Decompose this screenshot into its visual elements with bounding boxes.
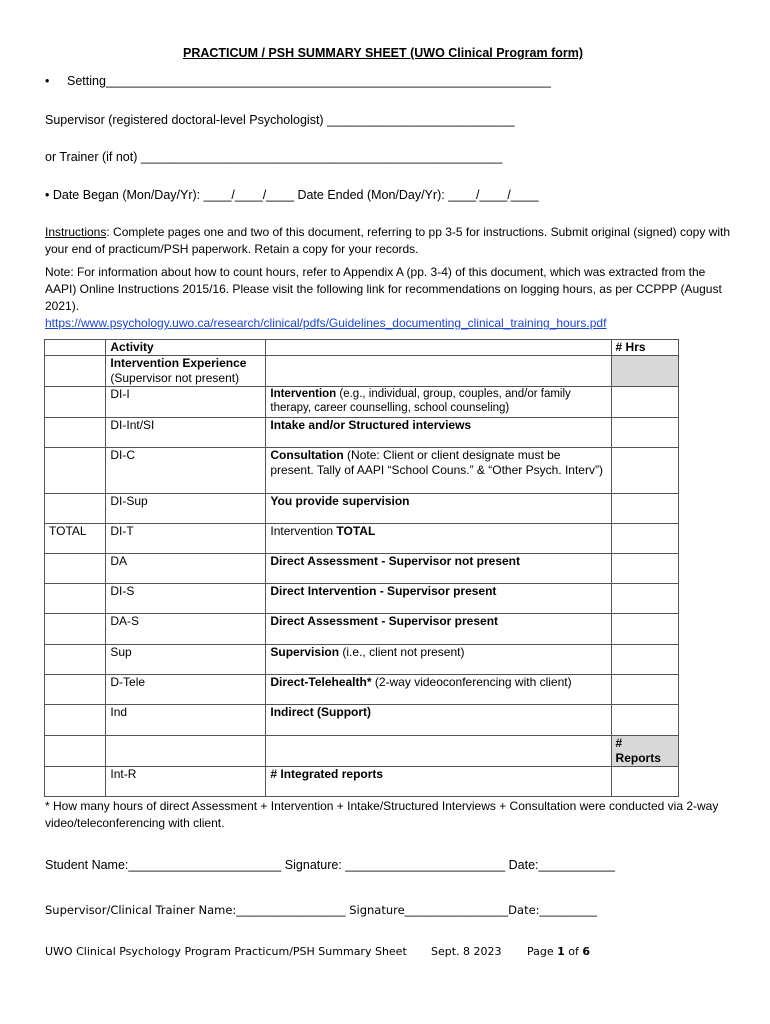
activity-description: # Integrated reports: [266, 767, 611, 797]
activity-code: DI-C: [106, 448, 266, 494]
setting-field[interactable]: [45, 74, 551, 88]
activity-description: Direct-Telehealth* (2-way videoconferencing with client): [266, 675, 611, 705]
table-cell: [45, 418, 106, 448]
hours-input[interactable]: [611, 494, 678, 524]
footnote: * How many hours of direct Assessment + Intervention + Intake/Structured Interviews + Consultation were conducted via 2-way video/teleconferencing with client.: [45, 799, 719, 830]
guidelines-link[interactable]: https://www.psychology.uwo.ca/research/clinical/pdfs/Guidelines_documenting_clinical_training_hours.pdf: [45, 316, 607, 330]
table-cell: [106, 736, 266, 767]
hours-input[interactable]: [611, 614, 678, 645]
table-row: [45, 645, 679, 675]
page-title: PRACTICUM / PSH SUMMARY SHEET (UWO Clinical Program form): [183, 46, 584, 60]
table-cell: [45, 494, 106, 524]
activity-header: Activity: [106, 340, 266, 356]
activity-code: DI-Sup: [106, 494, 266, 524]
activity-description: Direct Assessment - Supervisor present: [266, 614, 611, 645]
table-cell: [45, 554, 106, 584]
table-cell: [45, 584, 106, 614]
hours-input[interactable]: [611, 645, 678, 675]
page-number: Page 1 of 6: [527, 945, 591, 958]
activity-description: Indirect (Support): [266, 705, 611, 736]
dates-field[interactable]: • Date Began (Mon/Day/Yr): ____/____/____ Date Ended (Mon/Day/Yr): ____/____/____: [45, 188, 539, 202]
activity-description: You provide supervision: [266, 494, 611, 524]
trainer-field[interactable]: or Trainer (if not) ____________________________________________________: [45, 150, 503, 164]
note-paragraph: [45, 264, 735, 332]
table-cell: [45, 675, 106, 705]
shaded-cell: [611, 356, 678, 387]
instructions-paragraph: [45, 224, 735, 258]
activity-code: DI-Int/SI: [106, 418, 266, 448]
hours-input[interactable]: [611, 705, 678, 736]
table-row: [45, 614, 679, 645]
activity-description: Supervision (i.e., client not present): [266, 645, 611, 675]
hours-table: [44, 339, 679, 797]
table-cell: [45, 614, 106, 645]
intervention-section-label: Intervention Experience (Supervisor not present): [106, 356, 266, 387]
table-row: [45, 675, 679, 705]
supervisor-signature-line[interactable]: Supervisor/Clinical Trainer Name:___________________ Signature__________________Date:__________: [45, 903, 598, 917]
table-header-row: [45, 340, 679, 356]
table-row: [45, 448, 679, 494]
footer-date: Sept. 8 2023: [431, 945, 502, 958]
table-cell: [45, 767, 106, 797]
table-cell: [45, 448, 106, 494]
table-cell: [45, 736, 106, 767]
instructions-label: Instructions: [45, 225, 107, 239]
supervisor-field[interactable]: Supervisor (registered doctoral-level Psychologist) ___________________________: [45, 113, 515, 127]
activity-description: Intake and/or Structured interviews: [266, 418, 611, 448]
hours-input[interactable]: [611, 448, 678, 494]
activity-code: DA: [106, 554, 266, 584]
table-row: [45, 524, 679, 554]
table-cell: [45, 645, 106, 675]
activity-code: DI-T: [106, 524, 266, 554]
reports-header: # Reports: [611, 736, 678, 767]
hours-input[interactable]: [611, 675, 678, 705]
table-row: [45, 767, 679, 797]
table-row: [45, 494, 679, 524]
table-cell: [45, 356, 106, 387]
activity-code: D-Tele: [106, 675, 266, 705]
activity-code: Sup: [106, 645, 266, 675]
bullet: •: [45, 74, 50, 88]
table-row: [45, 554, 679, 584]
table-cell: [266, 356, 611, 387]
section-row: [45, 356, 679, 387]
hours-input[interactable]: [611, 554, 678, 584]
hours-input[interactable]: [611, 524, 678, 554]
activity-description: Direct Assessment - Supervisor not present: [266, 554, 611, 584]
total-label: TOTAL: [45, 524, 106, 554]
table-cell: [45, 387, 106, 418]
table-row: [45, 584, 679, 614]
activity-description: Intervention (e.g., individual, group, couples, and/or family therapy, career counselling, school counseling): [266, 387, 611, 418]
reports-header-row: [45, 736, 679, 767]
setting-label: Setting________________________________________________________________: [67, 74, 551, 88]
activity-code: DI-S: [106, 584, 266, 614]
hours-input[interactable]: [611, 387, 678, 418]
table-cell: [266, 736, 611, 767]
activity-description: Consultation (Note: Client or client designate must be present. Tally of AAPI “School Couns.” & “Other Psych. Interv”): [266, 448, 611, 494]
table-row: [45, 387, 679, 418]
table-row: [45, 418, 679, 448]
table-cell: [266, 340, 611, 356]
activity-description: Intervention TOTAL: [266, 524, 611, 554]
table-row: [45, 705, 679, 736]
activity-code: DA-S: [106, 614, 266, 645]
hours-input[interactable]: [611, 584, 678, 614]
hours-header: # Hrs: [611, 340, 678, 356]
activity-description: Direct Intervention - Supervisor present: [266, 584, 611, 614]
reports-input[interactable]: [611, 767, 678, 797]
footer-program: UWO Clinical Psychology Program Practicum/PSH Summary Sheet: [45, 945, 407, 958]
table-cell: [45, 705, 106, 736]
hours-input[interactable]: [611, 418, 678, 448]
student-signature-line[interactable]: Student Name:______________________ Signature: _______________________ Date:___________: [45, 858, 615, 872]
activity-code: DI-I: [106, 387, 266, 418]
note-text: Note: For information about how to count hours, refer to Appendix A (pp. 3-4) of this document, which was extracted from the AAPI) Online Instructions 2015/16. Please visit the following link for recommendations on logging hours, as per CCPPP (August 2021).: [45, 265, 722, 313]
activity-code: Int-R: [106, 767, 266, 797]
instructions-text: : Complete pages one and two of this document, referring to pp 3-5 for instructions. Submit original (signed) copy with your end of practicum/PSH paperwork. Retain a copy for your records.: [45, 225, 731, 256]
table-cell: [45, 340, 106, 356]
activity-code: Ind: [106, 705, 266, 736]
